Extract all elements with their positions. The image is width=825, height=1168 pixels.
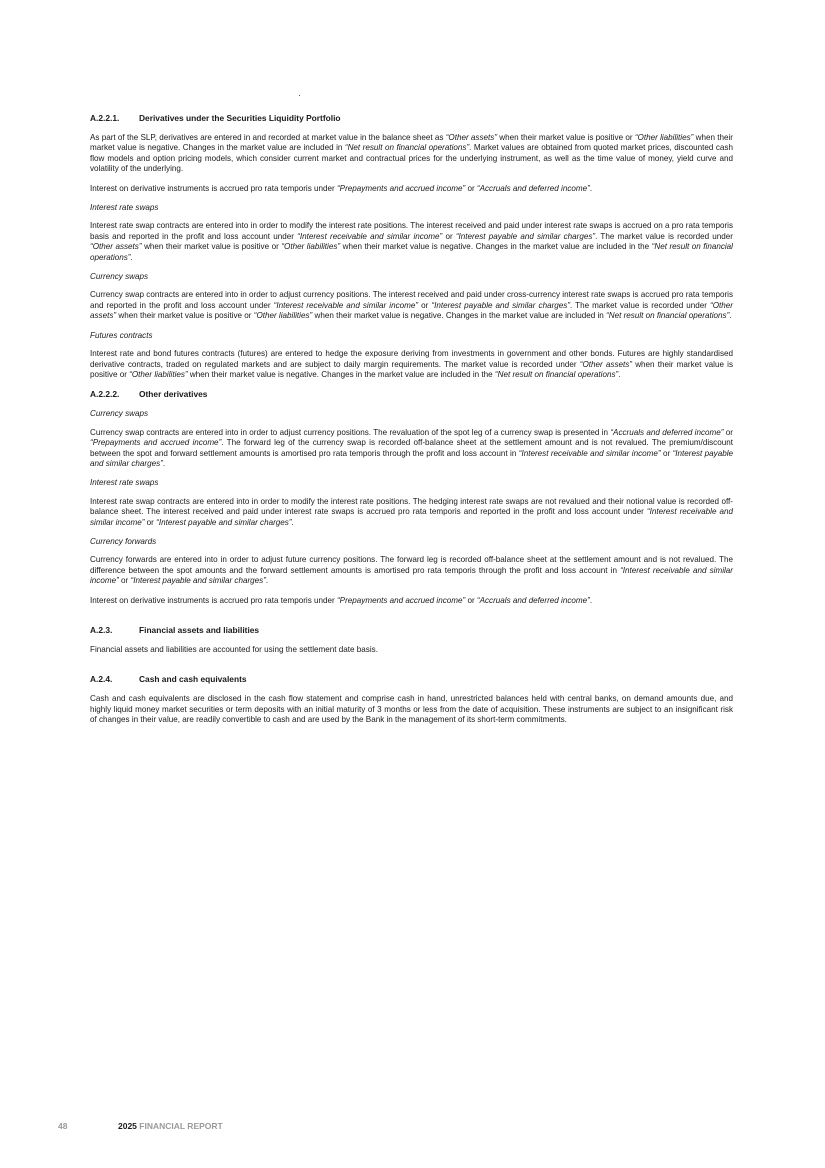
paragraph: [90, 555, 733, 586]
page-number: 48: [58, 1121, 68, 1131]
quoted-term: “Other liabilities”: [281, 242, 341, 252]
quoted-term: “Accruals and deferred income”: [476, 183, 590, 193]
paragraph: [90, 184, 733, 194]
text-run: Currency swap contracts are entered into in order to adjust currency positions. The interest received and paid under cross-currency interest rate swaps is accrued pro rata temporis and reported in the profit and loss account under: [90, 290, 733, 310]
text-run: Interest on derivative instruments is accrued pro rata temporis under: [90, 183, 337, 193]
paragraph: [90, 596, 733, 606]
text-run: . The market value is recorded under: [595, 231, 733, 241]
quoted-term: “Prepayments and accrued income”: [336, 183, 466, 193]
subheading: Futures contracts: [90, 330, 153, 340]
quoted-term: “Interest payable and similar charges”: [130, 576, 266, 586]
text-run: Interest rate and bond futures contracts (futures) are entered to hedge the exposure deriving from investments in government and other bonds. Futures are highly standardised derivative contracts, traded on regulated markets and are subject to daily margin requirements. The market value is recorded under: [90, 349, 733, 369]
quoted-term: “Interest receivable and similar income”: [518, 448, 661, 458]
paragraph: Cash and cash equivalents are disclosed in the cash flow statement and comprise cash in hand, unrestricted balances held with central banks, on demand amounts due, and highly liquid money market securities or term deposits with an initial maturity of 3 months or less from the date of acquisition. These instruments are subject to an insignificant risk of changes in their value, are readily convertible to cash and are used by the Bank in the management of its short-term commitments.: [90, 694, 733, 725]
paragraph: [90, 221, 733, 263]
heading-a2221: A.2.2.1. Derivatives under the Securities Liquidity Portfolio: [90, 113, 341, 123]
text-run: .: [589, 595, 593, 605]
quoted-term: “Interest receivable and similar income”: [90, 565, 733, 586]
text-run: .: [729, 311, 732, 321]
quoted-term: “Interest payable and similar charges”: [90, 448, 733, 468]
text-run: or: [465, 183, 477, 193]
text-run: or: [465, 595, 477, 605]
quoted-term: “Other assets”: [445, 133, 498, 142]
text-run: .: [291, 517, 294, 527]
text-run: .: [162, 458, 166, 468]
quoted-term: “Net result on financial operations”: [606, 311, 730, 321]
quoted-term: “Other liabilities”: [634, 133, 694, 142]
quoted-term: “Accruals and deferred income”: [610, 427, 724, 437]
page-footer: [58, 1121, 223, 1131]
text-run: Interest on derivative instruments is accrued pro rata temporis under: [90, 595, 337, 605]
text-run: .: [618, 369, 621, 379]
text-run: or: [723, 427, 734, 437]
subheading: Interest rate swaps: [90, 478, 159, 488]
heading-a24: A.2.4. Cash and cash equivalents: [90, 674, 247, 685]
text-run: when their market value is positive or: [90, 359, 733, 379]
subheading: Currency forwards: [90, 536, 157, 546]
quoted-term: “Other assets”: [579, 359, 632, 369]
quoted-term: “Other assets”: [90, 242, 142, 252]
subheading: Currency swaps: [90, 409, 149, 419]
quoted-term: “Interest receivable and similar income”: [297, 231, 443, 241]
text-run: As part of the SLP, derivatives are entered in and recorded at market value in the balance sheet as: [90, 133, 446, 142]
text-run: or: [442, 231, 456, 241]
quoted-term: “Interest payable and similar charges”: [156, 517, 292, 527]
report-title: 2025 FINANCIAL REPORT: [118, 1121, 223, 1131]
text-run: Interest rate swap contracts are entered into in order to modify the interest rate positions. The hedging interest rate swaps are not revalued and their notional value is recorded off-balance sheet. The interest received and paid under interest rate swaps is accrued pro rata temporis and reported in the profit and loss account under: [90, 496, 733, 517]
text-run: when their market value is negative. Changes in the market value are included in: [90, 133, 733, 153]
text-run: Interest rate swap contracts are entered into in order to modify the interest rate positions. The interest received and paid under interest rate swaps is accrued on a pro rata temporis basis and reported in the profit and loss account under: [90, 221, 733, 241]
text-run: or: [144, 517, 157, 527]
text-run: .: [130, 252, 133, 262]
quoted-term: “Other liabilities”: [129, 369, 188, 379]
text-run: when their market value is positive or: [497, 133, 635, 142]
quoted-term: “Interest receivable and similar income”: [90, 507, 733, 527]
paragraph: [90, 428, 733, 470]
text-run: or: [660, 448, 673, 458]
text-run: .: [265, 576, 269, 586]
quoted-term: “Prepayments and accrued income”: [336, 595, 466, 605]
text-run: when their market value is negative. Changes in the market value are included in: [312, 311, 607, 321]
text-run: when their market value is positive or: [141, 242, 282, 252]
stray-dot: [299, 95, 300, 96]
quoted-term: “Net result on financial operations”: [344, 143, 470, 153]
text-run: when their market value is positive or: [116, 311, 254, 321]
quoted-term: “Net result on financial operations”: [90, 242, 733, 262]
document-body: [90, 113, 733, 735]
quoted-term: “Interest payable and similar charges”: [431, 300, 571, 310]
paragraph: [90, 133, 733, 175]
heading-a2222: A.2.2.2. Other derivatives: [90, 389, 208, 400]
quoted-term: “Prepayments and accrued income”: [90, 438, 222, 448]
paragraph: [90, 497, 733, 528]
quoted-term: “Net result on financial operations”: [494, 369, 619, 379]
text-run: . The market value is recorded under: [570, 300, 711, 310]
text-run: . Market values are obtained from quoted market prices, discounted cash flow models and option pricing models, which consider current market and contractual prices for the underlying instrument, as well as the time value of money, yield curve and volatility of the underlying.: [90, 143, 733, 174]
text-run: or: [418, 300, 432, 310]
paragraph: Financial assets and liabilities are accounted for using the settlement date basis.: [90, 645, 378, 654]
subheading: Interest rate swaps: [90, 203, 159, 213]
text-run: Currency swap contracts are entered into in order to adjust currency positions. The revaluation of the spot leg of a currency swap is presented in: [90, 427, 611, 437]
quoted-term: “Interest receivable and similar income”: [273, 300, 419, 310]
heading-a23: A.2.3. Financial assets and liabilities: [90, 625, 260, 635]
subheading: Currency swaps: [90, 272, 149, 282]
quoted-term: “Interest payable and similar charges”: [455, 231, 596, 241]
text-run: or: [118, 576, 131, 586]
text-run: .: [589, 183, 593, 193]
paragraph: [90, 349, 733, 380]
quoted-term: “Other liabilities”: [253, 311, 313, 321]
text-run: . The forward leg of the currency swap is recorded off-balance sheet at the settlement amount and is not revalued. The premium/discount between the spot and forward settlement amounts is amortised pro rata temporis through the profit and loss account in: [90, 438, 733, 458]
text-run: Currency forwards are entered into in order to adjust future currency positions. The forward leg is recorded off-balance sheet at the settlement amount and is not revalued. The difference between the spot amounts and the forward settlement amounts is amortised pro rata temporis through the profit and loss account in: [90, 555, 733, 575]
text-run: when their market value is negative. Changes in the market value are included in the: [187, 369, 495, 379]
paragraph: [90, 290, 733, 321]
quoted-term: “Accruals and deferred income”: [476, 595, 590, 605]
quoted-term: “Other assets”: [90, 300, 733, 321]
text-run: when their market value is negative. Changes in the market value are included in the: [340, 242, 652, 252]
